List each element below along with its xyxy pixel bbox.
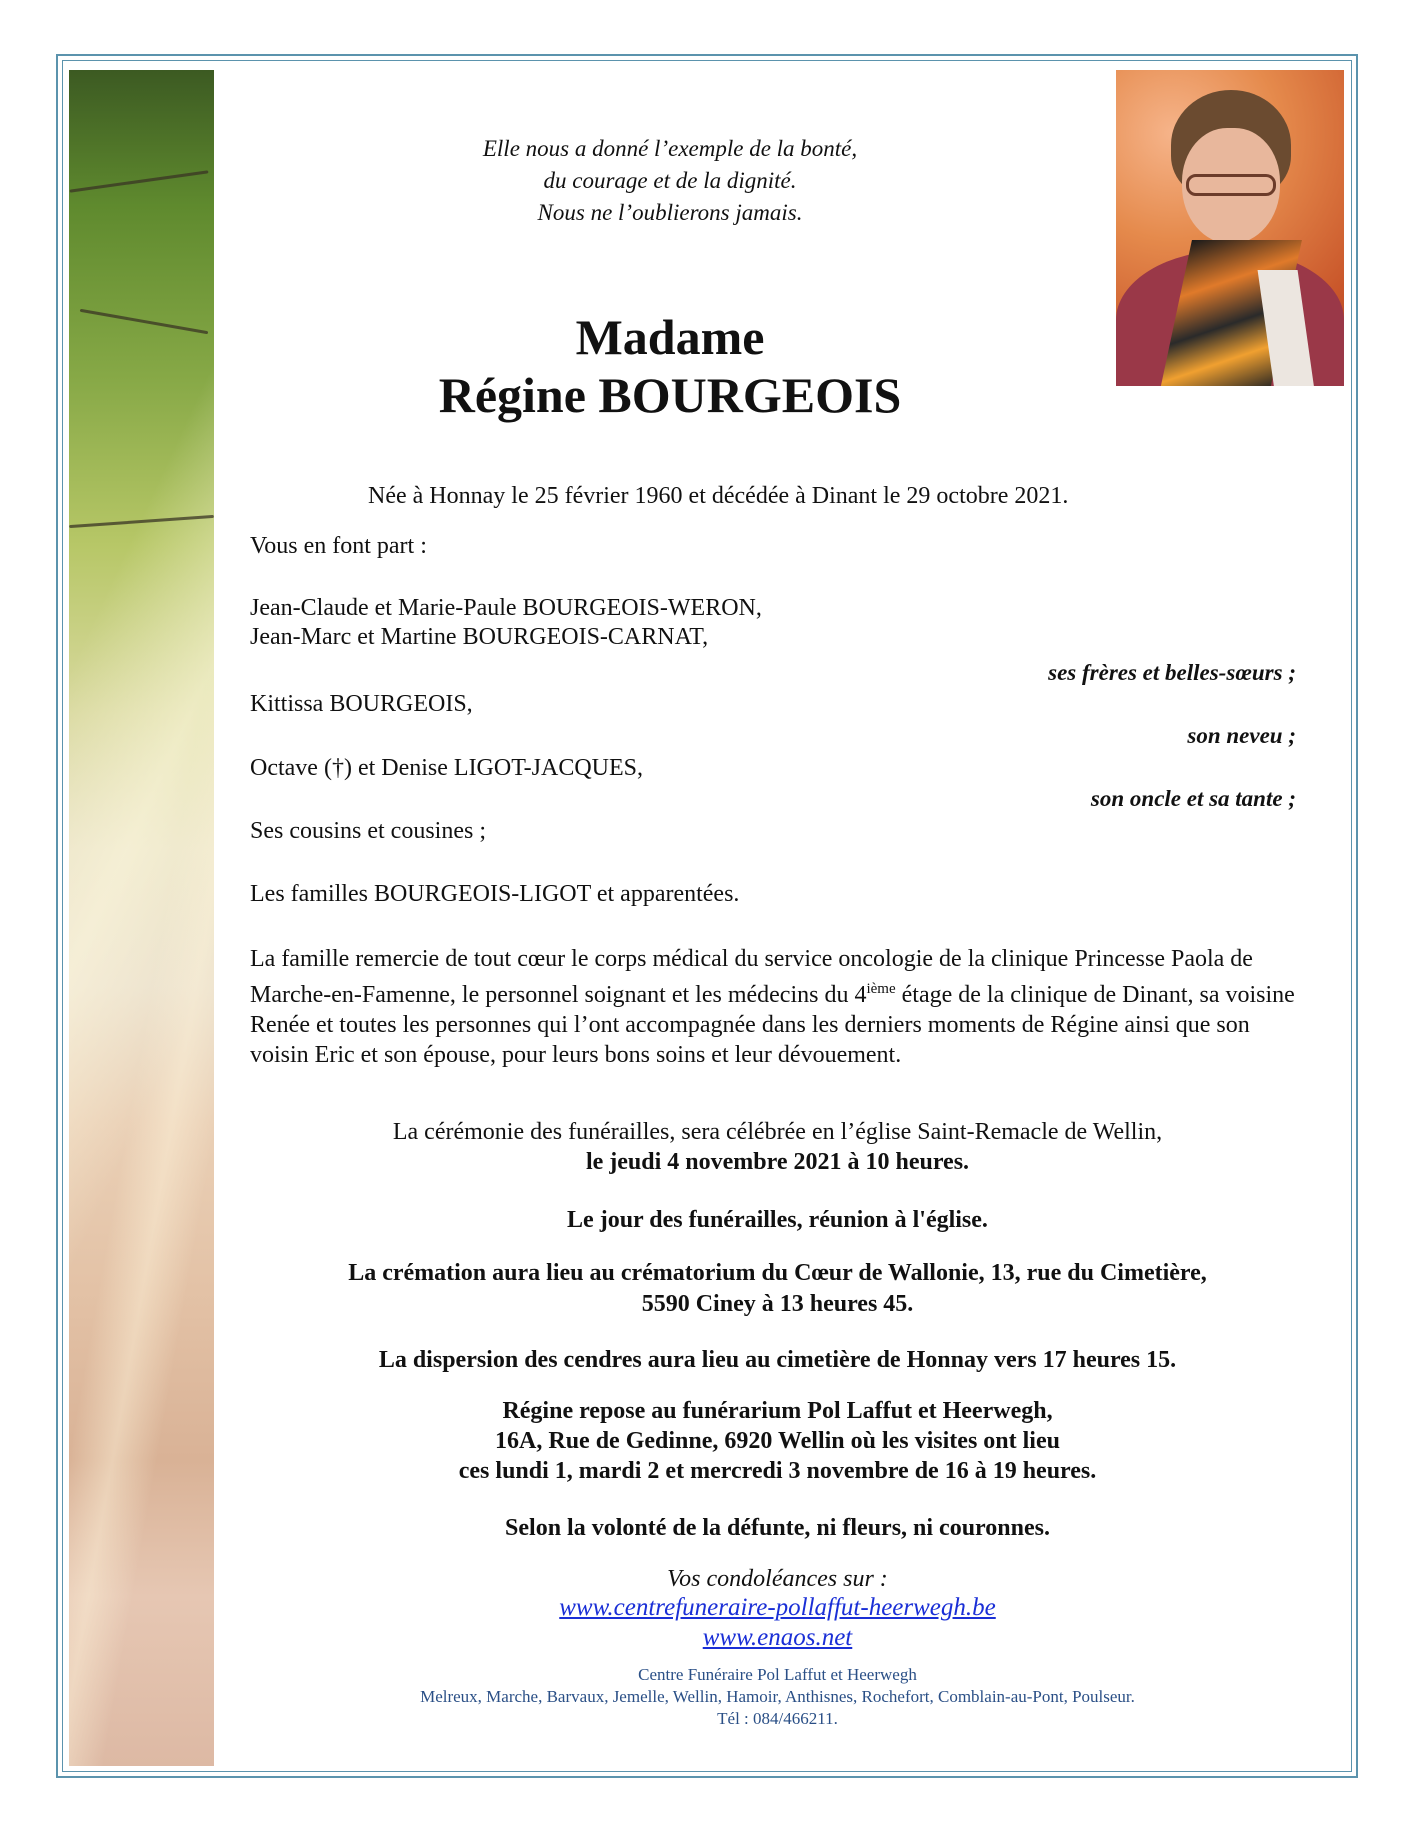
condolences-link-1[interactable]: www.centrefuneraire-pollaffut-heerwegh.be xyxy=(559,1594,996,1621)
cousins-line: Ses cousins et cousines ; xyxy=(250,818,486,844)
cremation-line2: 5590 Ciney à 13 heures 45. xyxy=(641,1291,914,1317)
honorific: Madame xyxy=(575,309,765,365)
dispersion-info: La dispersion des cendres aura lieu au cimetière de Honnay vers 17 heures 15. xyxy=(378,1347,1177,1373)
ceremony-date: le jeudi 4 novembre 2021 à 10 heures. xyxy=(585,1149,970,1175)
birth-death-line: Née à Honnay le 25 février 1960 et décédée à Dinant le 29 octobre 2021. xyxy=(368,483,1069,509)
quote-line: Elle nous a donné l’exemple de la bonté, xyxy=(482,136,858,161)
rest-line3: ces lundi 1, mardi 2 et mercredi 3 novembre de 16 à 19 heures. xyxy=(458,1458,1097,1484)
uncle-aunt-line: Octave (†) et Denise LIGOT-JACQUES, xyxy=(250,755,644,781)
thanks-part2: étage de la clinique de Dinant, sa voisine Renée et toutes les personnes qui l’ont accompagnée dans les derniers moments de Régine ainsi que son voisin Eric et son épouse, pour leurs bons soins et leur dévouement. xyxy=(250,982,1295,1068)
quote-line: Nous ne l’oublierons jamais. xyxy=(537,200,803,225)
meeting-info: Le jour des funérailles, réunion à l'église. xyxy=(567,1207,988,1233)
rest-line1: Régine repose au funérarium Pol Laffut et Heerwegh, xyxy=(502,1398,1053,1424)
siblings-list xyxy=(250,594,762,652)
footer-locations: Melreux, Marche, Barvaux, Jemelle, Wellin, Hamoir, Anthisnes, Rochefort, Comblain-au-Pont, Poulseur. xyxy=(420,1687,1135,1706)
thanks-paragraph xyxy=(250,944,1305,1070)
sibling-line: Jean-Claude et Marie-Paule BOURGEOIS-WERON, xyxy=(250,595,762,621)
announcers-intro: Vous en font part : xyxy=(250,533,427,559)
ordinal-suffix: ième xyxy=(866,981,896,997)
quote-line: du courage et de la dignité. xyxy=(543,168,797,193)
deceased-name: Régine BOURGEOIS xyxy=(438,367,902,423)
rest-line2: 16A, Rue de Gedinne, 6920 Wellin où les visites ont lieu xyxy=(495,1428,1060,1454)
condolences-link-2[interactable]: www.enaos.net xyxy=(702,1624,853,1651)
cremation-line1: La crémation aura lieu au crématorium du Cœur de Wallonie, 13, rue du Cimetière, xyxy=(348,1260,1207,1286)
relation-uncle-aunt: son oncle et sa tante ; xyxy=(1090,786,1296,811)
thanks-part1: La famille remercie de tout cœur le corps médical du service oncologie de la clinique Princesse Paola de Marche-en-Famenne, le personnel soignant et les médecins du 4 xyxy=(250,946,1253,1008)
funeral-home-footer xyxy=(250,1664,1305,1730)
footer-name: Centre Funéraire Pol Laffut et Heerwegh xyxy=(638,1665,917,1684)
deceased-title xyxy=(240,308,1100,424)
memorial-quote xyxy=(240,133,1100,229)
relation-nephew: son neveu ; xyxy=(1187,723,1296,748)
footer-phone: Tél : 084/466211. xyxy=(717,1709,838,1728)
sibling-line: Jean-Marc et Martine BOURGEOIS-CARNAT, xyxy=(250,624,709,650)
condolences-label: Vos condoléances sur : xyxy=(667,1566,888,1592)
relation-siblings: ses frères et belles-sœurs ; xyxy=(1048,660,1296,685)
wish-line: Selon la volonté de la défunte, ni fleurs, ni couronnes. xyxy=(505,1515,1050,1541)
portrait-photo xyxy=(1116,70,1344,386)
families-line: Les familles BOURGEOIS-LIGOT et apparentées. xyxy=(250,881,740,907)
forest-path-photo xyxy=(69,70,214,1766)
nephew-line: Kittissa BOURGEOIS, xyxy=(250,691,473,717)
ceremony-line1: La cérémonie des funérailles, sera célébrée en l’église Saint-Remacle de Wellin, xyxy=(392,1119,1163,1145)
